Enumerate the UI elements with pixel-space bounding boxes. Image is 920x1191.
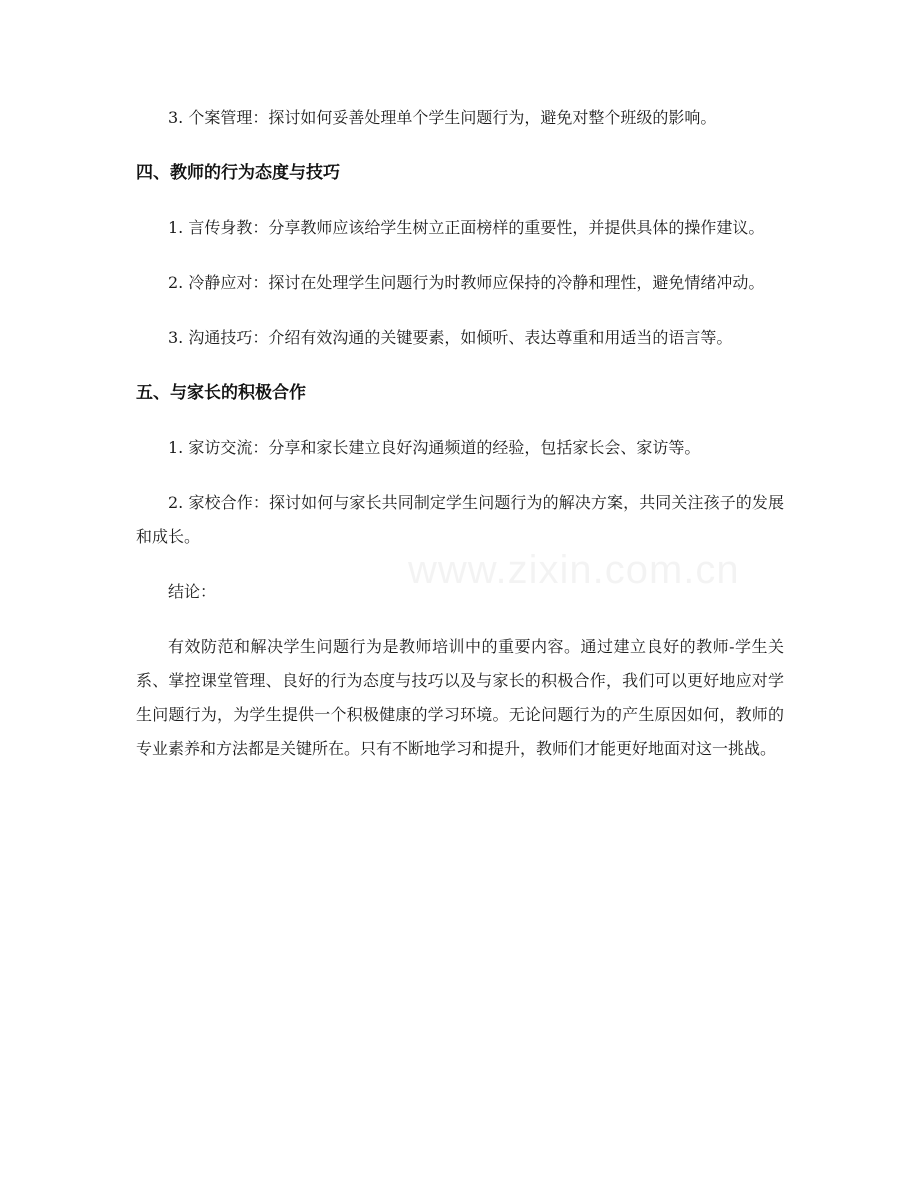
paragraph-school-home-cooperation: 2. 家校合作：探讨如何与家长共同制定学生问题行为的解决方案，共同关注孩子的发展和成长。 [136, 493, 784, 546]
paragraph-lead-by-example: 1. 言传身教：分享教师应该给学生树立正面榜样的重要性，并提供具体的操作建议。 [168, 218, 765, 237]
paragraph-conclusion: 有效防范和解决学生问题行为是教师培训中的重要内容。通过建立良好的教师-学生关系、掌控课堂管理、良好的行为态度与技巧以及与家长的积极合作，我们可以更好地应对学生问题行为，为学生提供一个积极健康的学习环境。无论问题行为的产生原因如何，教师的专业素养和方法都是关键所在。只有不断地学习和提升，教师们才能更好地面对这一挑战。 [136, 637, 784, 758]
paragraph-communication-skills: 3. 沟通技巧：介绍有效沟通的关键要素，如倾听、表达尊重和用适当的语言等。 [168, 328, 733, 347]
paragraph-case-management: 3. 个案管理：探讨如何妥善处理单个学生问题行为，避免对整个班级的影响。 [168, 108, 717, 127]
section-heading-parent-cooperation: 五、与家长的积极合作 [136, 383, 306, 403]
section-heading-teacher-attitude: 四、教师的行为态度与技巧 [136, 163, 340, 183]
paragraph-calm-response: 2. 冷静应对：探讨在处理学生问题行为时教师应保持的冷静和理性，避免情绪冲动。 [168, 273, 765, 292]
conclusion-label: 结论： [168, 582, 217, 601]
document-body [136, 101, 784, 787]
paragraph-home-visits: 1. 家访交流：分享和家长建立良好沟通频道的经验，包括家长会、家访等。 [168, 438, 701, 457]
